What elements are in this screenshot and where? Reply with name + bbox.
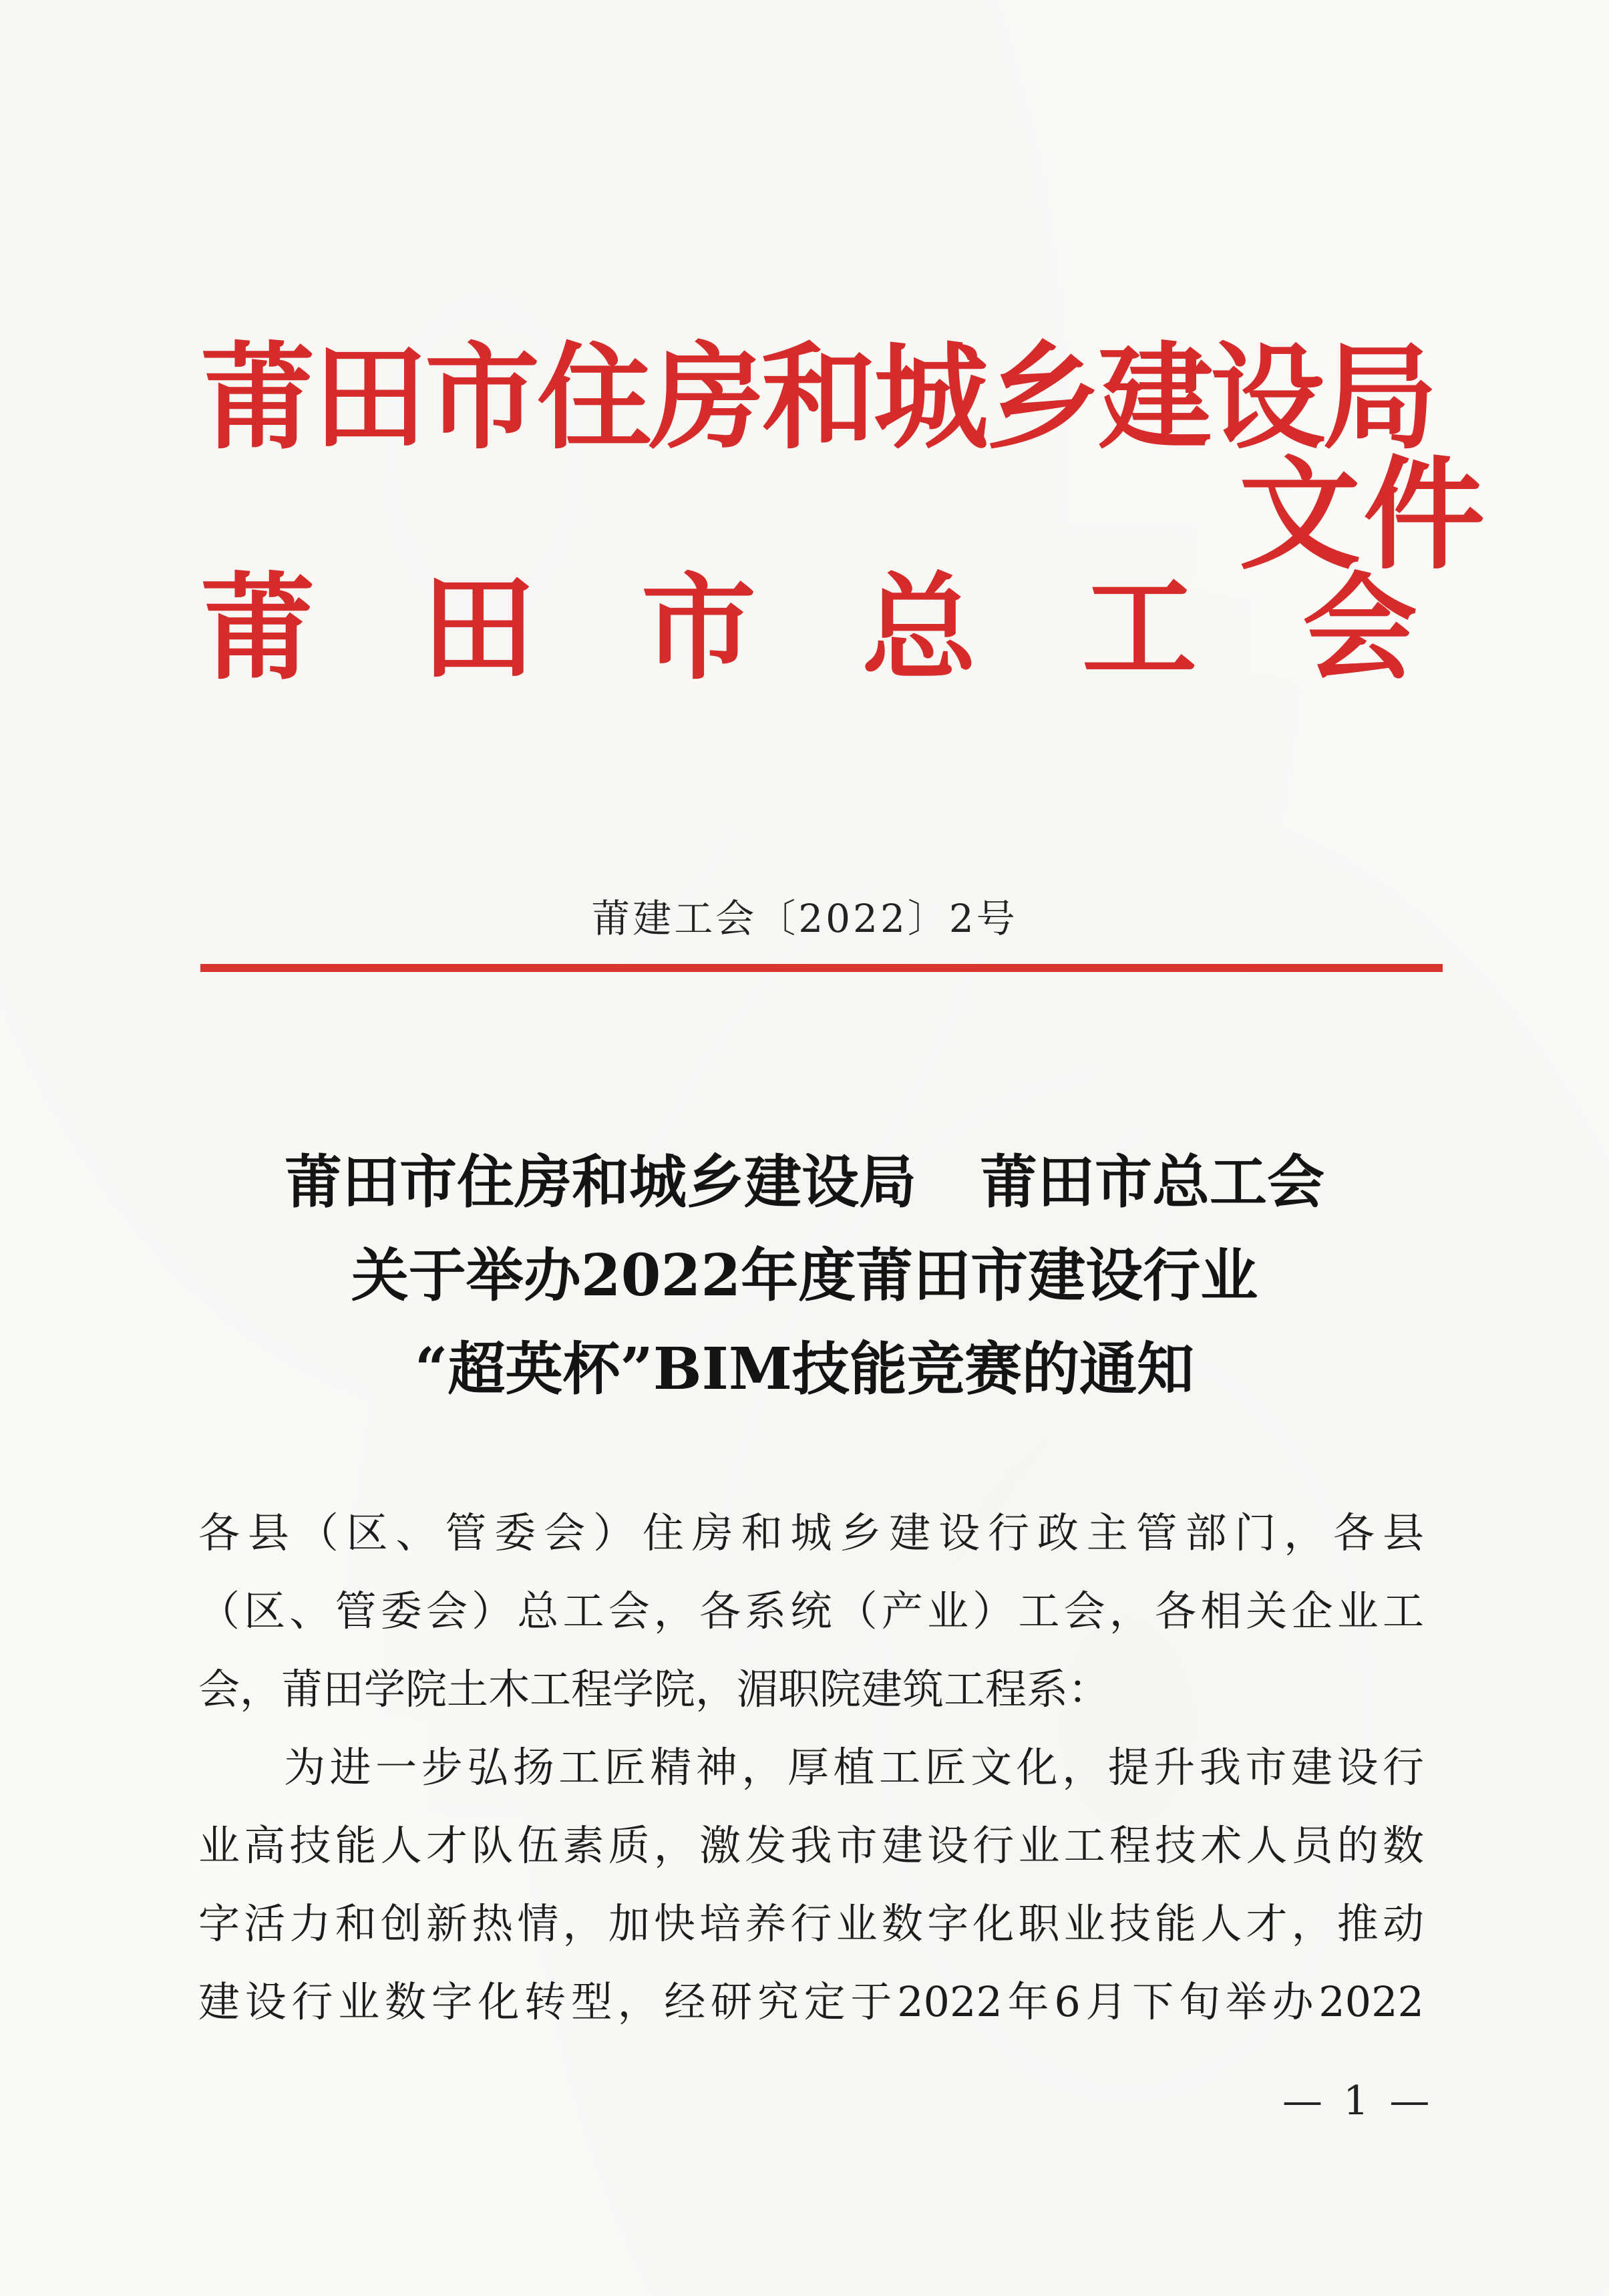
red-separator-rule xyxy=(200,964,1443,972)
paragraph-line: 建设行业数字化转型，经研究定于2022年6月下旬举办2022 xyxy=(198,1977,1424,2026)
header-document-suffix: 文件 xyxy=(1239,443,1487,586)
title-line-2: 关于举办2022年度莆田市建设行业 xyxy=(351,1242,1258,1309)
paragraph-line: 业高技能人才队伍素质，激发我市建设行业工程技术人员的数 xyxy=(198,1821,1424,1870)
header-issuer-line-2: 莆田市总工会 xyxy=(200,560,1523,695)
title-issuer-1: 莆田市住房和城乡建设局 xyxy=(285,1148,916,1216)
salutation-line: 会，莆田学院土木工程学院，湄职院建筑工程系： xyxy=(198,1665,1110,1713)
salutation-line: （区、管委会）总工会，各系统（产业）工会，各相关企业工 xyxy=(198,1587,1424,1635)
document-number: 莆建工会〔2022〕2号 xyxy=(591,896,1018,941)
salutation-line: 各县（区、管委会）住房和城乡建设行政主管部门，各县 xyxy=(198,1508,1424,1557)
header-issuer-line-1: 莆田市住房和城乡建设局 xyxy=(200,329,1435,465)
title-line-3: “超英杯”BIM技能竞赛的通知 xyxy=(414,1335,1195,1403)
page-number: — 1 — xyxy=(1282,2078,1434,2124)
title-issuer-2: 莆田市总工会 xyxy=(980,1148,1324,1216)
paragraph-line: 为进一步弘扬工匠精神，厚植工匠文化，提升我市建设行 xyxy=(284,1743,1424,1792)
title-line-1 xyxy=(0,1146,1609,1219)
paragraph-line: 字活力和创新热情，加快培养行业数字化职业技能人才，推动 xyxy=(198,1899,1424,1948)
